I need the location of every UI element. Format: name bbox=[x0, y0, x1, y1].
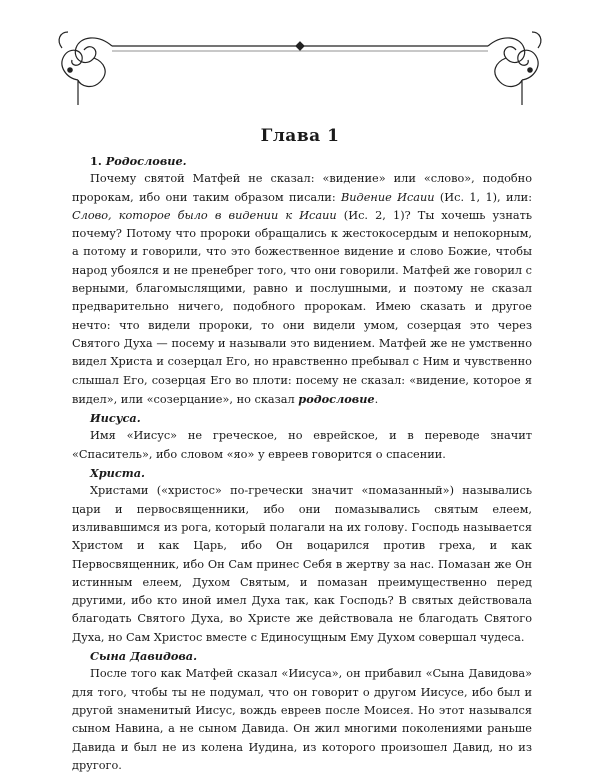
text-run: (Ис. 1, 1), или: bbox=[434, 190, 532, 204]
section-heading-son-of-david: Сына Давидова. bbox=[90, 649, 198, 664]
text-run: . bbox=[374, 392, 379, 406]
section-number: 1. bbox=[90, 154, 106, 168]
section-heading-jesus: Иисуса. bbox=[90, 411, 141, 426]
paragraph-son-of-david: После того как Матфей сказал «Иисуса», он прибавил «Сына Давидова» для того, чтобы ты не подумал, что он говорит о другом Иисусе, ибо был и другой знаменитый Иисус, вождь евреев после Моисея. Но этот назывался сыном Навина, а не сыном Давида. Он жил многими поколениями раньше Давида и был не из колена Иудина, из которого произошел Давид, но из другого. bbox=[72, 667, 532, 772]
decorative-frame-ornament bbox=[0, 0, 600, 110]
paragraph-jesus: Имя «Иисус» не греческое, но еврейское, и в переводе значит «Спаситель», ибо словом «яо» у евреев говорится о спасении. bbox=[72, 429, 532, 461]
text-run: Почему святой Матфей не сказал: «видение» или «слово», подобно пророкам, ибо они таким образом писали: bbox=[72, 172, 532, 204]
chapter-title: Глава 1 bbox=[260, 126, 340, 146]
italic-quote: Слово, которое было в видении к Исаии bbox=[72, 208, 337, 222]
chapter-body bbox=[72, 152, 532, 775]
section-heading-christ: Христа. bbox=[90, 466, 145, 481]
italic-quote: Видение Исаии bbox=[340, 190, 435, 204]
text-run: (Ис. 2, 1)? Ты хочешь узнать почему? Потому что пророки обращались к жестокосердым и непокорным, а потому и говорили, что это божественное видение и слово Божие, чтобы народ убоялся и не пренебрег того, что они говорили. Матфей же говорил с верными, благомыслящими, равно и послушными, и поэтому не сказал предварительно ничего, подобного пророкам. Имею сказать и другое нечто: что видели пророки, то они видели умом, созерцая это через Святого Духа — посему и называли это видением. Матфей же не умственно видел Христа и созерцал Его, но нравственно пребывал с Ним и чувственно слышал Его, созерцая Его во плоти: посему не сказал: «видение, которое я видел», или «созерцание», но сказал bbox=[72, 208, 532, 406]
paragraph-christ: Христами («христос» по-гречески значит «помазанный») назывались цари и первосвященники, ибо они помазывались святым елеем, изливавшимся из рога, который полагали на их голову. Господь называется Христом и как Царь, ибо Он воцарился против греха, и как Первосвященник, ибо Он Сам принес Себя в жертву за нас. Помазан же Он истинным елеем, Духом Святым, и помазан преимущественно перед другими, ибо кто иной имел Духа так, как Господь? В святых действовала благодать Святого Духа, во Христе же действовала не благодать Святого Духа, но Сам Христос вместе с Единосущным Ему Духом совершал чудеса. bbox=[72, 484, 532, 644]
paragraph-genealogy bbox=[72, 170, 532, 409]
section-heading-genealogy bbox=[72, 152, 532, 170]
bold-italic-term: родословие bbox=[298, 391, 375, 406]
section-heading-text: Родословие. bbox=[105, 154, 187, 168]
